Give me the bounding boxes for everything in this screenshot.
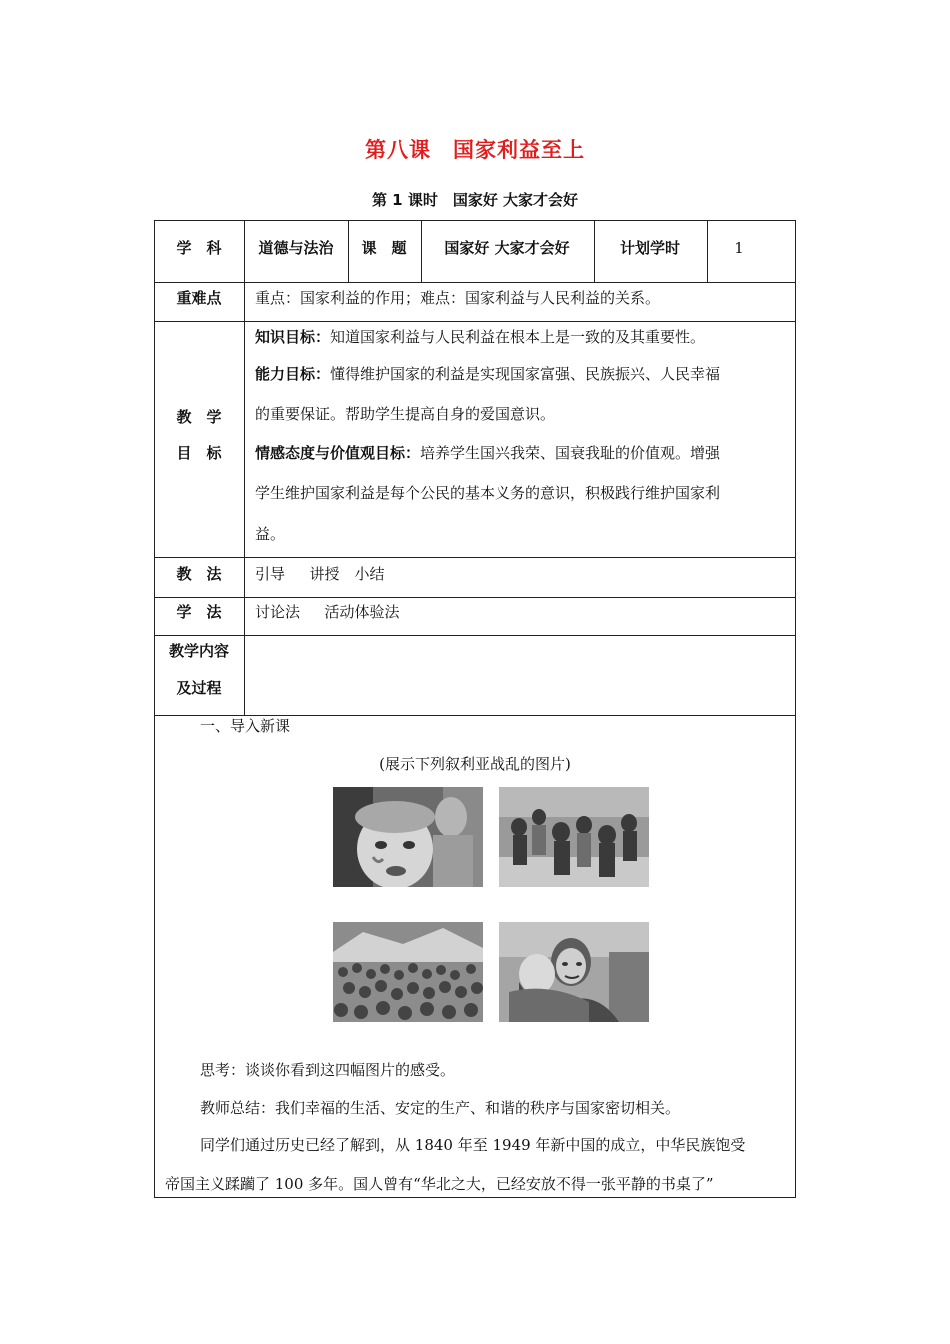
refugees-wading-photo [499,787,649,887]
image-caption: (展示下列叙利亚战乱的图片) [379,755,571,773]
emotion-goal-text: 培养学生国兴我荣、国衰我耻的价值观。增强 [420,444,721,462]
emotion-goal-label: 情感态度与价值观目标： [255,444,421,462]
hours-value: 1 [734,239,744,257]
ability-goal-label: 能力目标： [255,365,331,383]
hours-label: 计划学时 [619,239,680,257]
difficulty-value: 重点：国家利益的作用；难点：国家利益与人民利益的关系。 [255,289,661,307]
topic-value: 国家好 大家才会好 [444,239,570,257]
row-divider [155,321,795,322]
subject-label: 学 科 [176,239,222,257]
process-label-line1: 教学内容 [168,642,229,660]
row-divider [155,597,795,598]
history-paragraph-line2: 帝国主义蹂躏了 100 多年。国人曾有“华北之大，已经安放不得一张平静的书桌了” [165,1175,714,1193]
knowledge-goal-text: 知道国家利益与人民利益在根本上是一致的及其重要性。 [330,328,706,346]
think-question: 思考：谈谈你看到这四幅图片的感受。 [200,1061,456,1079]
process-label-line2: 及过程 [176,679,222,697]
row-divider [155,557,795,558]
row-divider [155,282,795,283]
section-heading: 一、导入新课 [200,717,291,735]
emotion-goal-end: 益。 [255,525,286,543]
column-divider [244,221,245,715]
subject-value: 道德与法治 [258,239,334,257]
goals-label-line2: 目 标 [176,444,222,462]
goals-label-line1: 教 学 [176,408,222,426]
ability-goal [255,364,790,384]
teaching-method-label: 教 法 [176,565,222,583]
crying-child-photo [333,787,483,887]
page-subtitle: 第 1 课时 国家好 大家才会好 [371,191,579,209]
ability-goal-text: 懂得维护国家的利益是实现国家富强、民族振兴、人民幸福 [330,365,721,383]
learning-method-value: 讨论法 活动体验法 [255,603,400,621]
row-divider [155,635,795,636]
knowledge-goal-label: 知识目标： [255,328,331,346]
man-holding-child-photo [499,922,649,1022]
emotion-goal-cont: 学生维护国家利益是每个公民的基本义务的意识，积极践行维护国家利 [255,484,721,502]
page-title: 第八课 国家利益至上 [365,138,585,162]
ability-goal-cont: 的重要保证。帮助学生提高自身的爱国意识。 [255,405,556,423]
knowledge-goal [255,327,790,347]
teaching-method-value: 引导 讲授 小结 [255,565,385,583]
learning-method-label: 学 法 [176,603,222,621]
teacher-summary: 教师总结：我们幸福的生活、安定的生产、和谐的秩序与国家密切相关。 [200,1099,681,1117]
topic-label: 课 题 [361,239,407,257]
history-paragraph-line1: 同学们通过历史已经了解到，从 1840 年至 1949 年新中国的成立，中华民族饱受 [200,1136,746,1154]
emotion-goal [255,443,790,463]
refugee-crowd-photo [333,922,483,1022]
difficulty-label: 重难点 [176,289,222,307]
